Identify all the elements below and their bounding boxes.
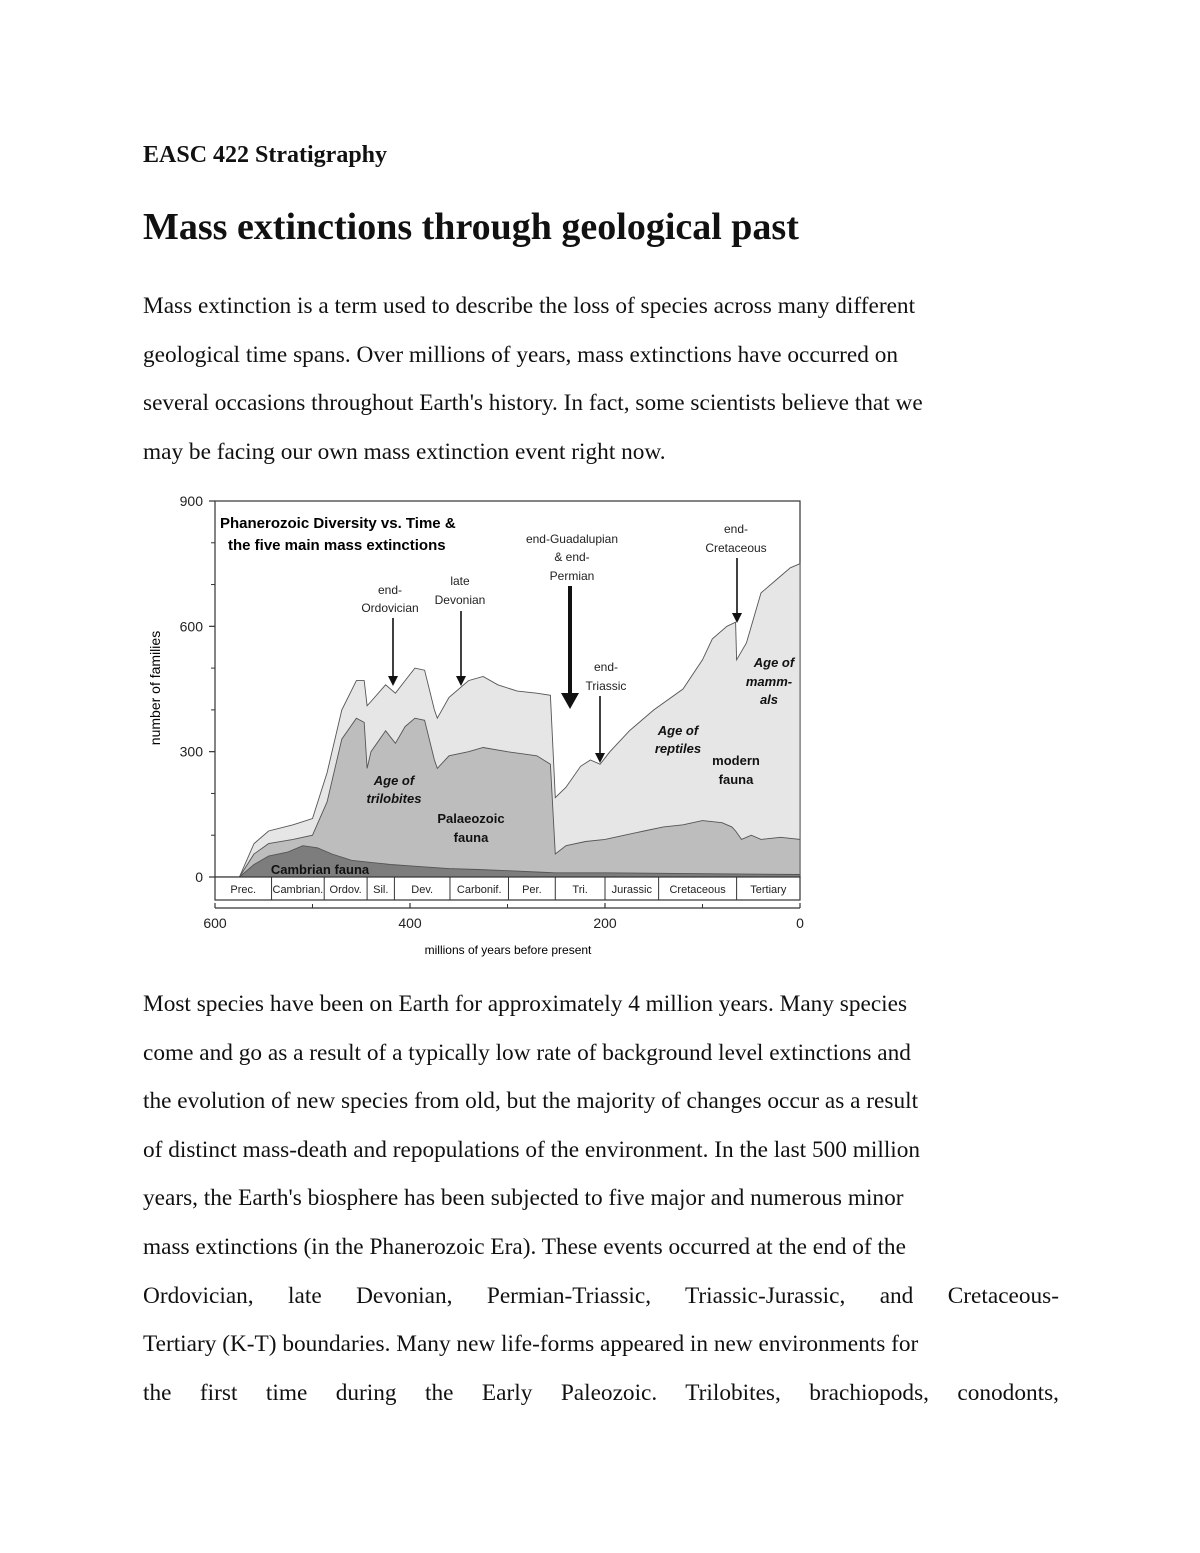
y-axis-label: number of families	[147, 630, 163, 746]
text-line: geological time spans. Over millions of years, mass extinctions have occurred on	[143, 341, 899, 368]
text-line: Tertiary (K-T) boundaries. Many new life-forms appeared in new environments for	[143, 1331, 919, 1358]
label-age-mammals-3: als	[759, 692, 779, 707]
x-tick-label: 0	[796, 915, 804, 931]
course-heading: EASC 422 Stratigraphy	[143, 142, 388, 168]
label-age-mammals-2: mamm-	[745, 674, 793, 689]
label-modern-1: modern	[712, 753, 760, 768]
period-label: Per.	[522, 884, 542, 896]
text-line: the first time during the Early Paleozoic. Trilobites, brachiopods, conodonts,	[143, 1379, 1059, 1406]
label-modern-2: fauna	[718, 772, 754, 787]
y-tick-label: 300	[179, 743, 203, 760]
label-age-mammals-1: Age of	[753, 655, 795, 670]
x-tick-label: 400	[398, 915, 422, 931]
text-line: Ordovician, late Devonian, Permian-Triassic, Triassic-Jurassic, and Cretaceous-	[143, 1282, 1059, 1309]
period-label: Ordov.	[329, 884, 362, 896]
label-permian-2: & end-	[554, 550, 590, 564]
text-line: come and go as a result of a typically low rate of background level extinctions and	[143, 1039, 911, 1066]
period-label: Tri.	[572, 884, 588, 896]
text-line: the evolution of new species from old, but the majority of changes occur as a result	[143, 1088, 919, 1115]
period-label: Prec.	[230, 884, 257, 896]
y-tick-label: 900	[179, 493, 203, 509]
period-label: Dev.	[411, 884, 434, 896]
text-line: several occasions throughout Earth's history. In fact, some scientists believe that we	[143, 390, 923, 417]
label-permian-3: Permian	[549, 569, 595, 583]
period-label: Carbonif.	[456, 884, 502, 896]
period-label: Cambrian.	[272, 884, 324, 896]
diversity-chart	[140, 488, 820, 963]
label-cretaceous-1: end-	[723, 522, 749, 536]
period-label: Jurassic	[611, 884, 652, 896]
label-age-reptiles-1: Age of	[657, 723, 699, 738]
y-tick-label: 600	[179, 618, 203, 635]
body-paragraph	[143, 980, 1059, 1417]
text-line: of distinct mass-death and repopulations of the environment. In the last 500 million	[143, 1136, 921, 1163]
y-tick-label: 0	[195, 869, 203, 885]
text-line: mass extinctions (in the Phanerozoic Era). These events occurred at the end of the	[143, 1233, 906, 1260]
label-palaeozoic-1: Palaeozoic	[437, 811, 505, 826]
text-line: may be facing our own mass extinction event right now.	[143, 438, 666, 465]
period-label: Sil.	[373, 884, 389, 896]
period-label: Tertiary	[750, 884, 787, 896]
text-line: Mass extinction is a term used to describe the loss of species across many different	[143, 293, 916, 319]
period-label: Cretaceous	[669, 884, 726, 896]
page-title: Mass extinctions through geological past	[143, 206, 799, 248]
label-cambrian-fauna: Cambrian fauna	[270, 862, 370, 877]
text-line: years, the Earth's biosphere has been subjected to five major and numerous minor	[143, 1185, 904, 1212]
chart-title-line2: the five main mass extinctions	[228, 537, 446, 554]
label-triassic-2: Triassic	[585, 679, 627, 693]
x-tick-label: 600	[203, 915, 227, 931]
x-axis-label: millions of years before present	[424, 943, 592, 957]
label-triassic-1: end-	[593, 660, 619, 674]
text-line: Most species have been on Earth for approximately 4 million years. Many species	[143, 991, 908, 1017]
label-palaeozoic-2: fauna	[453, 830, 489, 845]
label-age-trilobites-2: trilobites	[366, 791, 422, 806]
label-devonian-1: late	[450, 574, 470, 588]
chart-title-line1: Phanerozoic Diversity vs. Time &	[220, 515, 456, 532]
intro-paragraph	[143, 282, 1059, 476]
x-tick-label: 200	[593, 915, 617, 931]
label-devonian-2: Devonian	[434, 593, 486, 607]
label-permian-1: end-Guadalupian	[525, 532, 619, 546]
label-ordovician-2: Ordovician	[361, 601, 419, 615]
label-age-trilobites-1: Age of	[373, 773, 415, 788]
label-cretaceous-2: Cretaceous	[705, 541, 767, 555]
label-age-reptiles-2: reptiles	[654, 741, 702, 756]
label-ordovician-1: end-	[377, 583, 403, 597]
